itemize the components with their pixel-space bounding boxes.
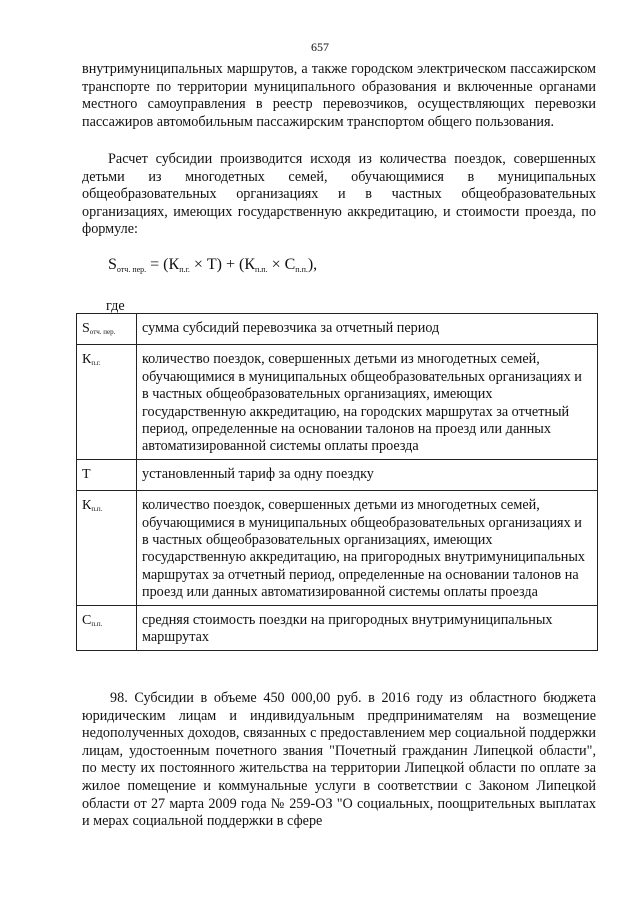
- paragraph-2: Расчет субсидии производится исходя из количества поездок, совершенных детьми из многодетных семей, обучающимися в муниципальных общеобразовательных организациях и в частных общеобразовательных организациях, имеющих государственную аккредитацию, и стоимости проезда, по формуле:: [82, 151, 596, 238]
- formula-part-2: × Т) + (К: [189, 256, 256, 273]
- definition-text: сумма субсидий перевозчика за отчетный период: [137, 314, 598, 345]
- definition-row: [77, 345, 598, 459]
- definitions-table: [76, 313, 598, 651]
- definition-text: средняя стоимость поездки на пригородных внутримуниципальных маршрутах: [137, 605, 598, 650]
- definition-row: [77, 314, 598, 345]
- formula-s: S: [108, 256, 117, 273]
- definition-symbol: $С_{п.п.}$: [77, 605, 137, 650]
- definition-symbol: $К_{п.г.}$: [77, 345, 137, 459]
- definition-symbol: $S_{отч. пер.}$: [77, 314, 137, 345]
- definition-symbol: Т: [77, 459, 137, 490]
- formula-part-1: = (К: [146, 256, 180, 273]
- formula-k1-sub: п.г.: [179, 265, 190, 274]
- formula-s-sub: отч. пер.: [116, 265, 147, 274]
- paragraph-1: внутримуниципальных маршрутов, а также городском электрическом пассажирском транспорте по территории муниципального образования и включенные органами местного самоуправления в реестр перевозчиков, осуществляющих перевозки пассажиров автомобильным пассажирским транспортом общего пользования.: [82, 61, 596, 130]
- definition-text: установленный тариф за одну поездку: [137, 459, 598, 490]
- definition-text: количество поездок, совершенных детьми из многодетных семей, обучающимися в муниципальных общеобразовательных организациях и в частных общеобразовательных организациях, имеющих государственную аккредитацию, на городских маршрутах за отчетный период, определенные на основании талонов на проезд или данных автоматизированной системы оплаты проезда: [137, 345, 598, 459]
- where-label: где: [106, 298, 125, 314]
- definition-text: количество поездок, совершенных детьми из многодетных семей, обучающимися в муниципальных общеобразовательных организациях и в частных общеобразовательных организациях, имеющих государственную аккредитацию, на пригородных внутримуниципальных маршрутах за отчетный период, определенные на основании талонов на проезд или данных автоматизированной системы оплаты проезда: [137, 491, 598, 605]
- definition-symbol: $К_{п.п.}$: [77, 491, 137, 605]
- definition-row: [77, 491, 598, 605]
- page-number: 657: [311, 40, 329, 54]
- formula-c-sub: п.п.: [295, 265, 308, 274]
- subsidy-formula: [108, 256, 317, 274]
- definition-row: [77, 605, 598, 650]
- formula-part-4: ),: [307, 256, 318, 273]
- formula-part-3: × С: [267, 256, 296, 273]
- definition-row: [77, 459, 598, 490]
- formula-k2-sub: п.п.: [255, 265, 268, 274]
- paragraph-3: 98. Субсидии в объеме 450 000,00 руб. в 2016 году из областного бюджета юридическим лицам и индивидуальным предпринимателям на возмещение недополученных доходов, связанных с предоставлением мер социальной поддержки лицам, удостоенным почетного звания "Почетный гражданин Липецкой области", по месту их постоянного жительства на территории Липецкой области по оплате за жилое помещение и коммунальные услуги в соответствии с Законом Липецкой области от 27 марта 2009 года № 259-ОЗ "О социальных, поощрительных выплатах и мерах социальной поддержки в сфере: [82, 690, 596, 830]
